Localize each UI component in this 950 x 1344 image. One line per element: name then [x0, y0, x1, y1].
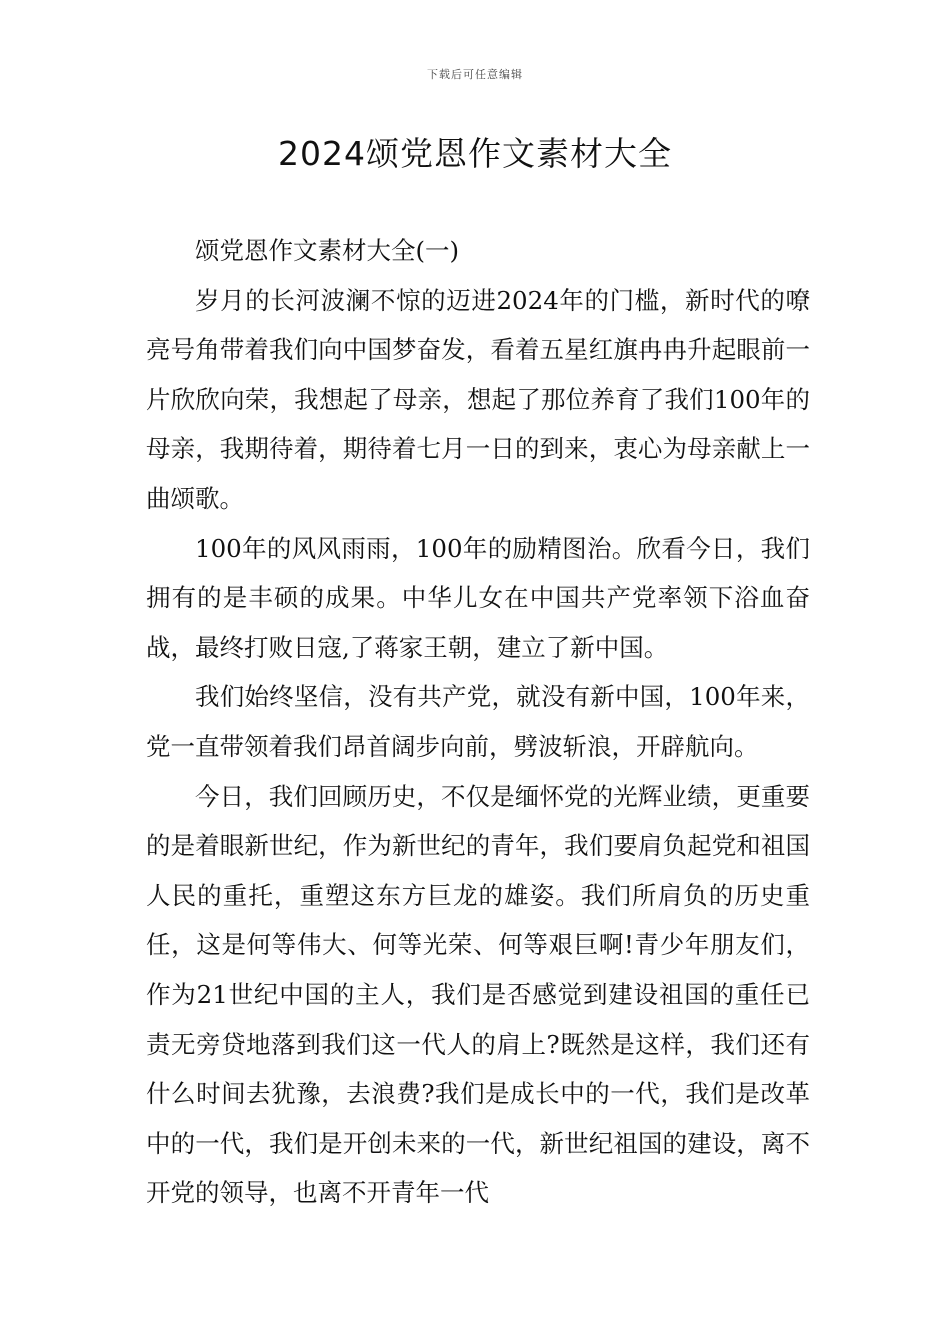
paragraph: 100年的风风雨雨，100年的励精图治。欣看今日，我们拥有的是丰硕的成果。中华儿女在中国共产党率领下浴血奋战，最终打败日寇,了蒋家王朝，建立了新中国。: [146, 533, 810, 662]
paragraph: 今日，我们回顾历史，不仅是缅怀党的光辉业绩，更重要的是着眼新世纪，作为新世纪的青年，我们要肩负起党和祖国人民的重托，重塑这东方巨龙的雄姿。我们所肩负的历史重任，这是何等伟大、何等光荣、何等艰巨啊!青少年朋友们，作为21世纪中国的主人，我们是否感觉到建设祖国的重任已责无旁贷地落到我们这一代人的肩上?既然是这样，我们还有什么时间去犹豫，去浪费?我们是成长中的一代，我们是改革中的一代，我们是开创未来的一代，新世纪祖国的建设，离不开党的领导，也离不开青年一代: [146, 781, 810, 1208]
header-note: 下载后可任意编辑: [427, 68, 523, 81]
paragraph: 我们始终坚信，没有共产党，就没有新中国，100年来，党一直带领着我们昂首阔步向前，劈波斩浪，开辟航向。: [146, 682, 810, 761]
paragraph: 岁月的长河波澜不惊的迈进2024年的门槛，新时代的嘹亮号角带着我们向中国梦奋发，看着五星红旗冉冉升起眼前一片欣欣向荣，我想起了母亲，想起了那位养育了我们100年的母亲，我期待着，期待着七月一日的到来，衷心为母亲献上一曲颂歌。: [146, 285, 810, 513]
document-title: 2024颂党恩作文素材大全: [278, 134, 672, 173]
document-body: [146, 226, 810, 1218]
section-title: 颂党恩作文素材大全(一): [195, 236, 460, 265]
